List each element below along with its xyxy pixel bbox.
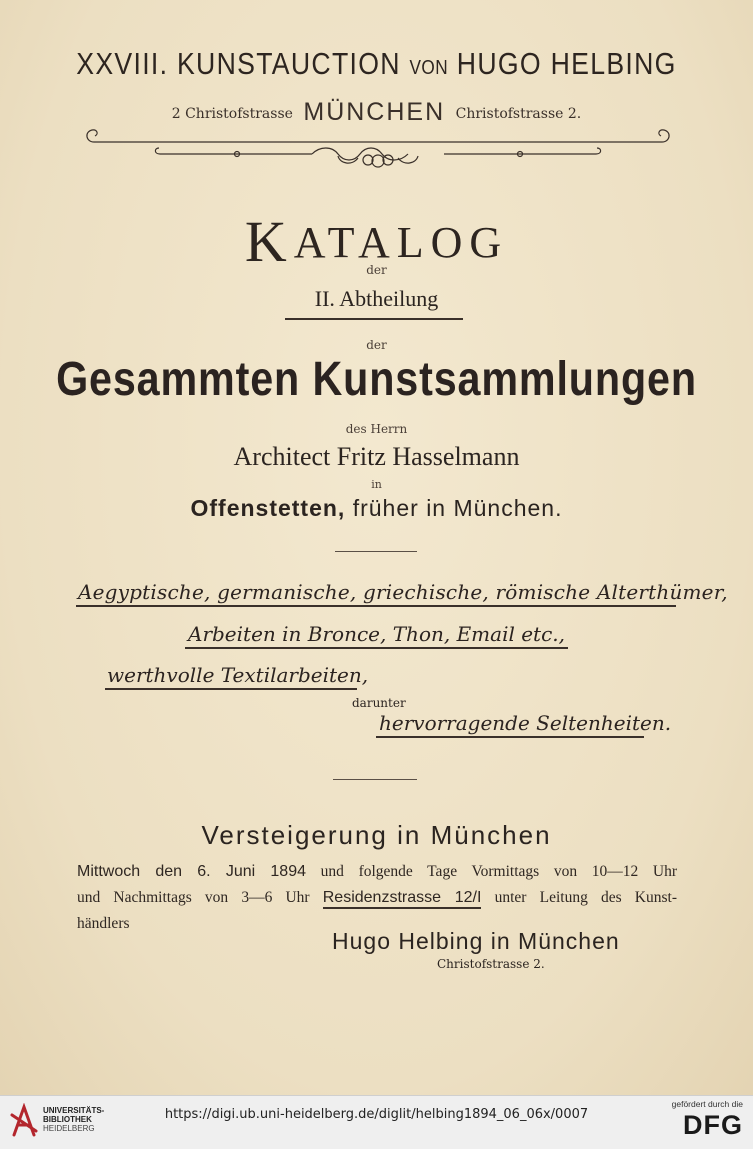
auction-date: Mittwoch den 6. Juni 1894 <box>77 863 307 880</box>
auction-para-end: händlers <box>77 915 130 932</box>
logo-line-2: BIBLIOTHEK <box>43 1115 92 1124</box>
contents-line-3-underline <box>105 688 357 690</box>
auction-venue: Residenzstrasse 12/I <box>323 889 482 909</box>
connector-der-1: der <box>366 263 387 277</box>
catalog-heading-initial: K <box>244 209 294 274</box>
connector-des-herrn: des Herrn <box>345 422 408 436</box>
section-title: II. Abtheilung <box>314 286 439 311</box>
collector-name: Architect Fritz Hasselmann <box>233 442 520 471</box>
dealer-address: Christofstrasse 2. <box>437 957 545 971</box>
dfg-logo[interactable]: DFG <box>683 1110 743 1140</box>
address-left: 2 Christofstrasse <box>171 106 293 122</box>
viewer-footer-bar <box>0 1095 753 1149</box>
contents-line-textiles: werthvolle Textilarbeiten, <box>107 663 369 687</box>
dealer-name: Hugo Helbing in München <box>332 928 620 954</box>
connector-darunter: darunter <box>352 696 406 710</box>
short-rule-1 <box>335 551 417 552</box>
auction-time-line <box>77 885 677 911</box>
short-rule-2 <box>333 779 417 780</box>
logo-line-1: UNIVERSITÄTS- <box>43 1106 105 1115</box>
contents-line-2-underline <box>185 647 568 649</box>
collector-location <box>0 495 753 522</box>
auction-time-text: und Nachmittags von 3—6 Uhr <box>77 889 323 906</box>
auction-date-line <box>77 859 677 885</box>
auction-heading: Versteigerung in München <box>201 820 552 850</box>
ornament-divider <box>72 122 684 172</box>
contents-line-1-underline <box>76 605 676 607</box>
address-right: Christofstrasse 2. <box>455 106 582 122</box>
contents-line-works: Arbeiten in Bronce, Thon, Email etc., <box>188 622 566 646</box>
catalog-heading-rest: ATALOG <box>293 218 509 267</box>
auction-title-part2: HUGO HELBING <box>456 46 677 81</box>
logo-line-3: HEIDELBERG <box>43 1124 95 1133</box>
connector-in: in <box>371 478 382 491</box>
funded-by-caption: gefördert durch die <box>671 1099 743 1109</box>
contents-line-4-underline <box>376 736 644 738</box>
auction-title <box>53 46 701 82</box>
section-title-underline <box>285 318 463 320</box>
city-name: MÜNCHEN <box>303 98 446 126</box>
connector-der-2: der <box>366 338 387 352</box>
contents-line-rarities: hervorragende Seltenheiten. <box>379 711 672 735</box>
permalink-url[interactable]: https://digi.ub.uni-heidelberg.de/diglit/helbing1894_06_06x/0007 <box>164 1107 589 1122</box>
auction-time-rest: unter Leitung des Kunst- <box>481 889 678 906</box>
contents-line-antiquities: Aegyptische, germanische, griechische, römische Alterthümer, <box>78 580 728 604</box>
auction-title-von: VON <box>409 57 449 79</box>
auction-date-rest: und folgende Tage Vormittags von 10—12 Uhr <box>306 863 678 880</box>
location-primary: Offenstetten, <box>190 495 346 521</box>
auction-title-part1: XXVIII. KUNSTAUCTION <box>76 46 401 81</box>
collection-title: Gesammten Kunstsammlungen <box>56 353 697 406</box>
location-secondary: früher in München. <box>345 495 563 521</box>
